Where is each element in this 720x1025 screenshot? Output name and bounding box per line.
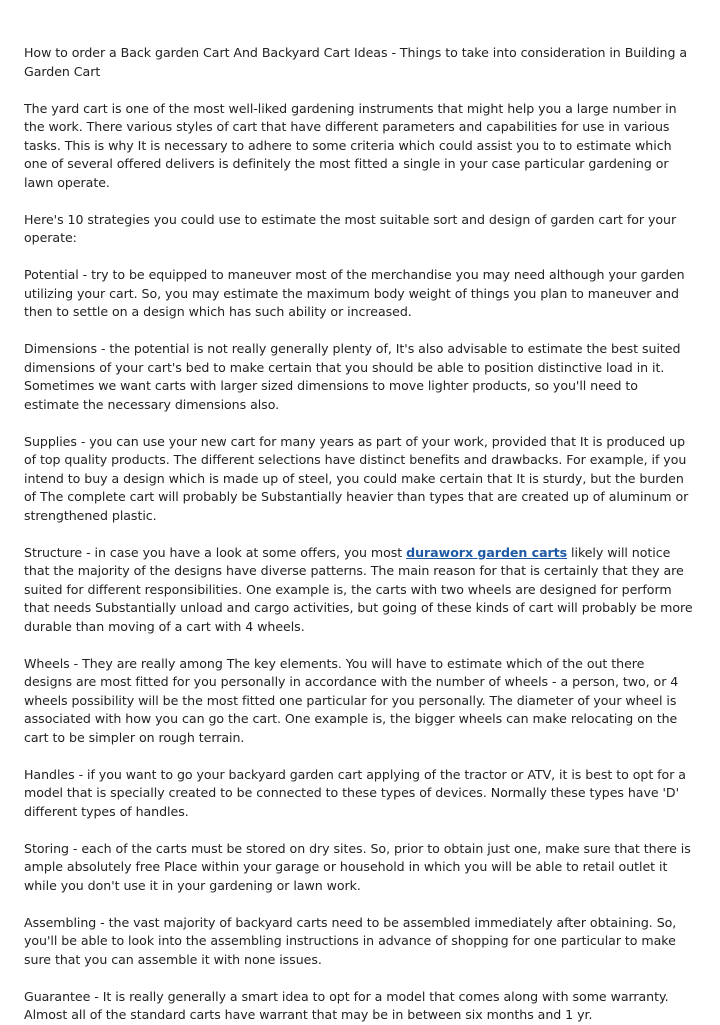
wheels-paragraph: Wheels - They are really among The key elements. You will have to estimate which of the out there designs are most fitted for you personally in accordance with the number of wheels - a person, two, or 4 wheels possibility will be the most fitted one particular for you personally. The diameter of your wheel is associated with how you can go the cart. One example is, the bigger wheels can make relocating on the cart to be simpler on rough terrain. (24, 655, 679, 745)
document-title: How to order a Back garden Cart And Backyard Cart Ideas - Things to take into consideration in Building a Garden Cart (24, 45, 688, 79)
structure-text-after: likely will notice that the majority of the designs have diverse patterns. The main reason for that is certainly that they are suited for different responsibilities. One example is, the carts with two wheels are designed for perform that needs Substantially unload and cargo activities, but going of these kinds of cart will probably be more durable than moving of a cart with 4 wheels. (24, 544, 693, 634)
potential-paragraph: Potential - try to be equipped to maneuver most of the merchandise you may need although your garden utilizing your cart. So, you may estimate the maximum body weight of things you plan to maneuver and then to settle on a design which has such ability or increased. (24, 267, 685, 319)
assembling-paragraph: Assembling - the vast majority of backyard carts need to be assembled immediately after obtaining. So, you'll be able to look into the assembling instructions in advance of shopping for one particular to make sure that you can assemble it with none issues. (24, 914, 677, 967)
handles-paragraph: Handles - if you want to go your backyard garden cart applying of the tractor or ATV, it is best to opt for a model that is specially created to be connected to these types of devices. Normally these types have 'D' different types of handles. (24, 766, 686, 819)
storing-paragraph: Storing - each of the carts must be stored on dry sites. So, prior to obtain just one, make sure that there is ample absolutely free Place within your garage or household in which you will be able to retail outlet it while you don't use it in your gardening or lawn work. (24, 840, 691, 893)
intro-paragraph: The yard cart is one of the most well-liked gardening instruments that might help you a large number in the work. There various styles of cart that have different parameters and capabilities for use in various tasks. This is why It is necessary to adhere to some criteria which could assist you to to estimate which one of several offered delivers is definitely the most fitted a single in your case particular gardening or lawn operate. (24, 100, 677, 190)
guarantee-paragraph: Guarantee - It is really generally a smart idea to opt for a model that comes along with some warranty. Almost all of the standard carts have warrant that may be in between six months and 1 yr. (24, 988, 669, 1022)
dimensions-paragraph: Dimensions - the potential is not really generally plenty of, It's also advisable to estimate the best suited dimensions of your cart's bed to make certain that you should be able to position distinctive load in it. Sometimes we want carts with larger sized dimensions to move lighter products, so you'll need to estimate the necessary dimensions also. (24, 341, 681, 412)
supplies-paragraph: Supplies - you can use your new cart for many years as part of your work, provided that It is produced up of top quality products. The different selections have distinct benefits and drawbacks. For example, if you intend to buy a design which is made up of steel, you could make certain that It is sturdy, but the burden of The complete cart will probably be Substantially heavier than types that are created up of aluminum or strengthened plastic. (24, 433, 689, 523)
lead-paragraph: Here's 10 strategies you could use to estimate the most suitable sort and design of garden cart for your operate: (24, 211, 677, 245)
structure-text-before: Structure - in case you have a look at some offers, you most (24, 544, 407, 560)
structure-paragraph (24, 544, 696, 637)
duraworx-link[interactable]: duraworx garden carts (406, 544, 568, 560)
